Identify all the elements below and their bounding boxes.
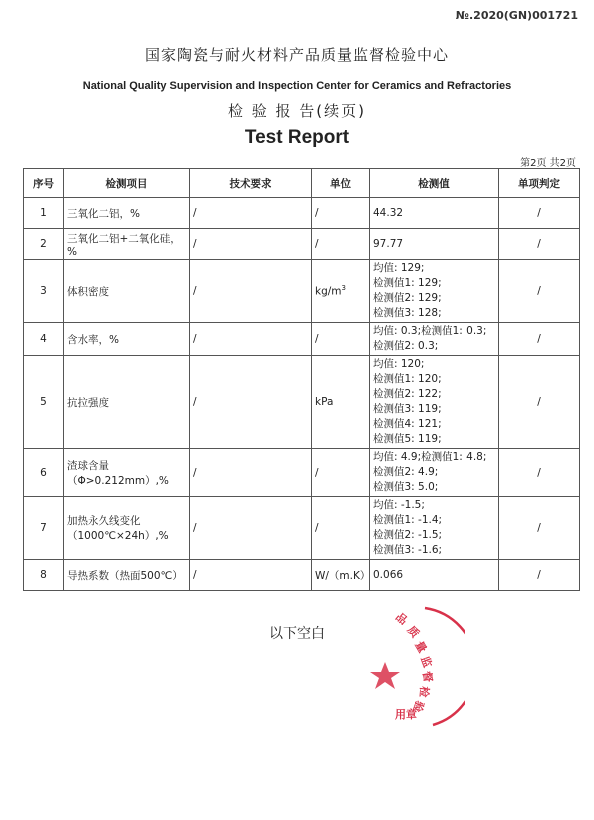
row-values: [370, 497, 499, 560]
table-body: [24, 198, 580, 591]
row-no: 2: [24, 229, 64, 260]
table-row: [24, 260, 580, 323]
table-row: [24, 229, 580, 260]
value-line: 均值: 120;: [373, 358, 425, 370]
subtitle-chinese: 检 验 报 告(续页): [227, 102, 366, 120]
table-header-row: [24, 169, 580, 198]
row-requirement: /: [190, 497, 312, 560]
unit-superscript: 3: [341, 284, 346, 293]
official-seal-stamp: [355, 600, 465, 735]
row-unit: [312, 260, 370, 323]
row-unit: [312, 560, 370, 591]
value-line: 检测值2: 0.3;: [373, 340, 439, 352]
row-judgement: /: [499, 260, 580, 323]
value-line: 检测值3: 5.0;: [373, 481, 439, 493]
value-line: 0.066: [373, 568, 404, 581]
subtitle-english: Test Report: [244, 127, 350, 148]
row-item: 体积密度: [64, 260, 190, 323]
svg-text:督: 督: [420, 670, 435, 684]
row-judgement: /: [499, 560, 580, 591]
row-item: 加热永久线变化（1000℃×24h）,%: [64, 497, 190, 560]
value-line: 检测值5: 119;: [373, 433, 442, 445]
title-english: National Quality Supervision and Inspection Center for Ceramics and Refractories: [82, 80, 512, 92]
title-chinese: 国家陶瓷与耐火材料产品质量监督检验中心: [144, 46, 449, 64]
row-unit: [312, 323, 370, 356]
header-item: 检测项目: [64, 169, 190, 198]
unit-text: /: [315, 522, 319, 534]
unit-text: /: [315, 238, 319, 250]
header-requirement: 技术要求: [190, 169, 312, 198]
svg-text:量: 量: [412, 639, 430, 656]
value-line: 检测值1: 120;: [373, 373, 442, 385]
value-line: 检测值1: 129;: [373, 277, 442, 289]
row-requirement: /: [190, 449, 312, 497]
row-unit: [312, 229, 370, 260]
table-row: [24, 356, 580, 449]
svg-text:检: 检: [417, 685, 431, 698]
row-values: [370, 560, 499, 591]
row-values: [370, 198, 499, 229]
value-line: 均值: -1.5;: [373, 499, 425, 511]
value-line: 97.77: [373, 237, 404, 250]
table-row: [24, 449, 580, 497]
row-no: 1: [24, 198, 64, 229]
row-item: 抗拉强度: [64, 356, 190, 449]
table-row: [24, 497, 580, 560]
value-line: 检测值3: -1.6;: [373, 544, 443, 556]
row-no: 4: [24, 323, 64, 356]
results-table: [23, 168, 580, 591]
value-line: 检测值2: 4.9;: [373, 466, 439, 478]
row-values: [370, 323, 499, 356]
table-row: [24, 323, 580, 356]
svg-text:用章: 用章: [395, 708, 417, 721]
row-unit: [312, 497, 370, 560]
unit-text: /: [315, 466, 319, 479]
row-no: 3: [24, 260, 64, 323]
blank-below-note: 以下空白: [269, 626, 325, 642]
row-judgement: /: [499, 198, 580, 229]
svg-text:品: 品: [393, 610, 410, 628]
row-values: [370, 356, 499, 449]
row-item: 渣球含量（Φ>0.212mm）,%: [64, 449, 190, 497]
row-item: 三氧化二铝+二氧化硅，%: [64, 229, 190, 260]
table-row: [24, 198, 580, 229]
svg-text:验: 验: [410, 698, 427, 714]
value-line: 检测值3: 119;: [373, 403, 442, 415]
row-judgement: /: [499, 497, 580, 560]
row-no: 5: [24, 356, 64, 449]
value-line: 检测值2: -1.5;: [373, 529, 443, 541]
header-unit: 单位: [312, 169, 370, 198]
row-requirement: /: [190, 260, 312, 323]
table-row: [24, 560, 580, 591]
row-no: 6: [24, 449, 64, 497]
value-line: 检测值3: 128;: [373, 307, 442, 319]
header-no: 序号: [24, 169, 64, 198]
row-judgement: /: [499, 356, 580, 449]
row-unit: [312, 356, 370, 449]
row-requirement: /: [190, 229, 312, 260]
row-values: [370, 260, 499, 323]
unit-text: W/（m.K）: [315, 569, 371, 582]
svg-text:监: 监: [418, 654, 435, 670]
row-values: [370, 229, 499, 260]
svg-text:质: 质: [404, 623, 422, 641]
unit-text: kPa: [315, 396, 334, 408]
row-requirement: /: [190, 323, 312, 356]
row-values: [370, 449, 499, 497]
unit-text: /: [315, 207, 319, 219]
row-judgement: /: [499, 323, 580, 356]
row-item: 含水率，%: [64, 323, 190, 356]
report-number: №.2020(GN)001721: [455, 9, 578, 22]
value-line: 检测值2: 122;: [373, 388, 442, 400]
row-unit: [312, 449, 370, 497]
page-info: 第2页 共2页: [520, 158, 576, 169]
value-line: 44.32: [373, 206, 404, 219]
row-no: 8: [24, 560, 64, 591]
value-line: 均值: 4.9;检测值1: 4.8;: [373, 451, 487, 463]
value-line: 检测值4: 121;: [373, 418, 442, 430]
row-requirement: /: [190, 560, 312, 591]
header-value: 检测值: [370, 169, 499, 198]
row-judgement: /: [499, 229, 580, 260]
row-no: 7: [24, 497, 64, 560]
value-line: 检测值2: 129;: [373, 292, 442, 304]
value-line: 均值: 0.3;检测值1: 0.3;: [373, 325, 487, 337]
row-requirement: /: [190, 198, 312, 229]
header-judgement: 单项判定: [499, 169, 580, 198]
unit-text: /: [315, 333, 319, 345]
row-item: 三氧化二铝，%: [64, 198, 190, 229]
row-item: 导热系数（热面500℃）: [64, 560, 190, 591]
value-line: 均值: 129;: [373, 262, 425, 274]
value-line: 检测值1: -1.4;: [373, 514, 443, 526]
row-requirement: /: [190, 356, 312, 449]
row-unit: [312, 198, 370, 229]
unit-text: kg/m: [315, 285, 342, 298]
row-judgement: /: [499, 449, 580, 497]
